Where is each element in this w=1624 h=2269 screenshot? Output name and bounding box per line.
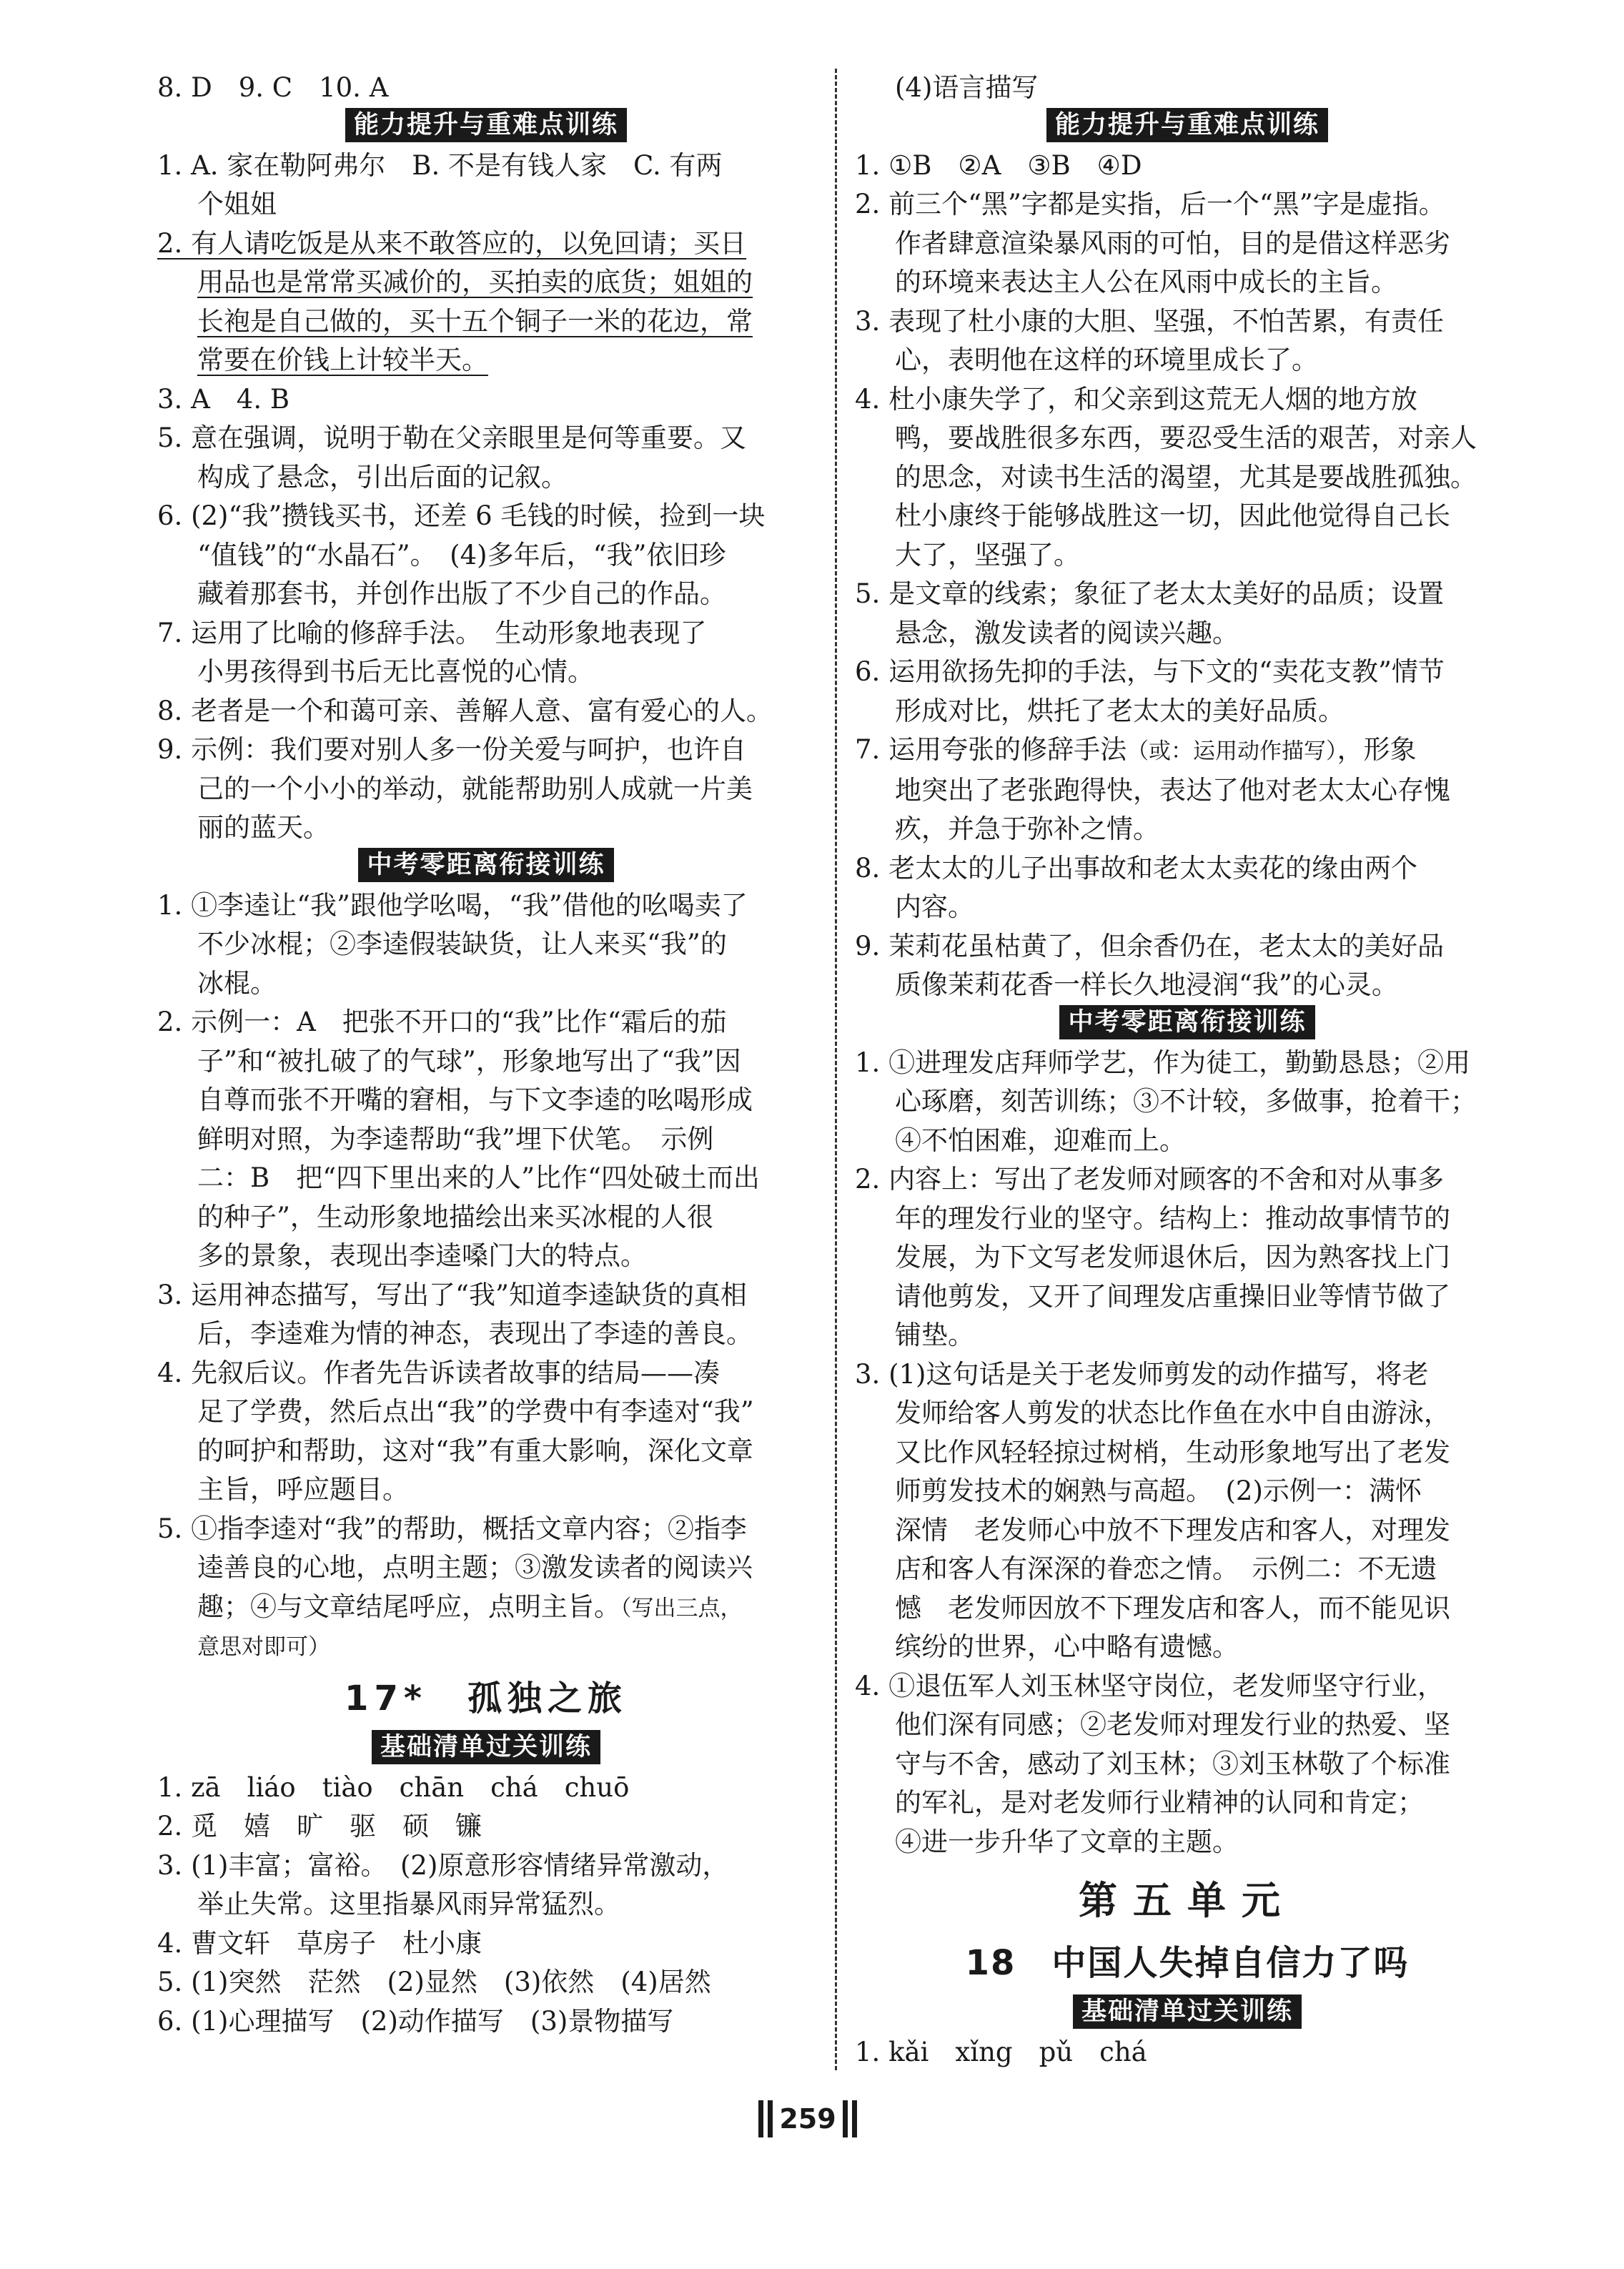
section-banner: 基础清单过关训练 (157, 1730, 815, 1769)
lesson-title: 18 中国人失掉自信力了吗 (965, 1943, 1410, 1983)
answer-line: 又比作风轻轻掠过树梢，生动形象地写出了老发 (895, 1436, 1450, 1468)
answer-line: 6. (1)心理描写 (2)动作描写 (3)景物描写 (157, 2005, 674, 2037)
column-divider (835, 69, 837, 2070)
answer-line: 3. 运用神态描写，写出了“我”知道李逵缺货的真相 (157, 1279, 747, 1310)
answer-line: 2. 前三个“黑”字都是实指，后一个“黑”字是虚指。 (855, 189, 1445, 219)
answer-line: 小男孩得到书后无比喜悦的心情。 (197, 656, 594, 687)
answer-line: 1. ①B ②A ③B ④D (855, 149, 1142, 181)
answer-line: 举止失常。这里指暴风雨异常猛烈。 (197, 1889, 620, 1919)
answer-line: 1. ①李逵让“我”跟他学吆喝，“我”借他的吆喝卖了 (157, 889, 748, 921)
answer-line: 的思念，对读书生活的渴望，尤其是要战胜孤独。 (895, 461, 1477, 493)
answer-line: 2. 内容上：写出了老发师对顾客的不舍和对从事多 (855, 1164, 1445, 1195)
section-banner: 中考零距离衔接训练 (157, 848, 815, 886)
answer-line: 的呵护和帮助，这对“我”有重大影响，深化文章 (197, 1435, 753, 1466)
answer-line: 7. 运用了比喻的修辞手法。 生动形象地表现了 (157, 617, 707, 648)
answer-line: 1. kǎi xǐng pǔ chá (855, 2037, 1147, 2067)
answer-line: 缤纷的世界，心中略有遗憾。 (895, 1631, 1239, 1662)
answer-line: 请他剪发，又开了间理发店重操旧业等情节做了 (895, 1280, 1450, 1312)
left-column (157, 69, 815, 2041)
answer-line: 4. 曹文轩 草房子 杜小康 (157, 1927, 482, 1959)
answer-line: 主旨，呼应题目。 (197, 1474, 409, 1505)
answer-line: 冰棍。 (197, 967, 277, 999)
answer-line: 1. zā liáo tiào chān chá chuō (157, 1771, 630, 1803)
answer-line: 8. 老者是一个和蔼可亲、善解人意、富有爱心的人。 (157, 695, 773, 726)
answer-line: 杜小康终于能够战胜这一切，因此他觉得自己长 (895, 500, 1450, 531)
answer-line: 2. 有人请吃饭是从来不敢答应的，以免回请；买日 (157, 227, 747, 259)
answer-line: 心琢磨，刻苦训练；③不计较，多做事，抢着干； (895, 1086, 1477, 1117)
answer-line: 憾 老发师因放不下理发店和客人，而不能见识 (895, 1592, 1450, 1623)
answer-line: 用品也是常常买减价的，买拍卖的底货；姐姐的 (197, 267, 753, 297)
answer-line: 发展，为下文写老发师退休后，因为熟客找上门 (895, 1242, 1450, 1272)
answer-line: 6. 运用欲扬先抑的手法，与下文的“卖花支教”情节 (855, 656, 1445, 687)
answer-line: 5. ①指李逵对“我”的帮助，概括文章内容；②指李 (157, 1513, 747, 1544)
answer-line: 3. 表现了杜小康的大胆、坚强，不怕苦累，有责任 (855, 305, 1445, 337)
answer-line: 悬念，激发读者的阅读兴趣。 (895, 617, 1239, 648)
answer-line: 后，李逵难为情的神态，表现出了李逵的善良。 (197, 1318, 753, 1349)
answer-line: 鸭，要战胜很多东西，要忍受生活的艰苦，对亲人 (895, 422, 1477, 453)
answer-line: 子”和“被扎破了的气球”，形象地写出了“我”因 (197, 1045, 741, 1077)
answer-line: 7. 运用夸张的修辞手法（或：运用动作描写），形象 (855, 734, 1417, 765)
answer-line: 己的一个小小的举动，就能帮助别人成就一片美 (197, 773, 753, 804)
answer-line: 5. (1)突然 茫然 (2)显然 (3)依然 (4)居然 (157, 1967, 711, 1997)
answer-line: 3. A 4. B (157, 383, 290, 415)
answer-line: 5. 意在强调，说明于勒在父亲眼里是何等重要。又 (157, 422, 747, 453)
answer-line: 8. 老太太的儿子出事故和老太太卖花的缘由两个 (855, 852, 1418, 884)
answer-line: 丽的蓝天。 (197, 812, 330, 843)
answer-line: 藏着那套书，并创作出版了不少自己的作品。 (197, 578, 726, 609)
answer-line: 个姐姐 (197, 189, 277, 219)
answer-line: 多的景象，表现出李逵嗓门大的特点。 (197, 1240, 647, 1271)
answer-line: 2. 示例一：A 把张不开口的“我”比作“霜后的茄 (157, 1007, 727, 1037)
answer-line: 疚，并急于弥补之情。 (895, 814, 1159, 844)
answer-line: 趣；④与文章结尾呼应，点明主旨。（写出三点， (197, 1591, 743, 1622)
answer-line: 4. 杜小康失学了，和父亲到这荒无人烟的地方放 (855, 383, 1418, 415)
answer-line: 发师给客人剪发的状态比作鱼在水中自由游泳， (895, 1398, 1450, 1428)
answer-line: 铺垫。 (895, 1320, 974, 1350)
answer-line: 质像茉莉花香一样长久地浸润“我”的心灵。 (895, 969, 1398, 1000)
answer-line: 大了，坚强了。 (895, 539, 1080, 570)
unit-title: 第五单元 (1079, 1878, 1296, 1923)
answer-line: 鲜明对照，为李逵帮助“我”埋下伏笔。 示例 (197, 1123, 714, 1155)
answer-line: 逵善良的心地，点明主题；③激发读者的阅读兴 (197, 1552, 753, 1583)
answer-line: 地突出了老张跑得快，表达了他对老太太心存愧 (895, 774, 1450, 806)
answer-line: 形成对比，烘托了老太太的美好品质。 (895, 695, 1345, 726)
answer-line: 店和客人有深深的眷恋之情。 示例二：不无遗 (895, 1553, 1437, 1584)
section-banner: 中考零距离衔接训练 (855, 1005, 1520, 1044)
answer-line: 意思对即可） (197, 1634, 330, 1660)
answer-line: 1. A. 家在勒阿弗尔 B. 不是有钱人家 C. 有两 (157, 149, 723, 181)
answer-line: ④不怕困难，迎难而上。 (895, 1124, 1186, 1156)
answer-line: 足了学费，然后点出“我”的学费中有李逵对“我” (197, 1396, 754, 1427)
answer-line: 深情 老发师心中放不下理发店和客人，对理发 (895, 1514, 1450, 1546)
section-banner: 基础清单过关训练 (855, 1994, 1520, 2033)
answer-line: ④进一步升华了文章的主题。 (895, 1826, 1239, 1857)
section-banner: 能力提升与重难点训练 (157, 108, 815, 147)
answer-line: “值钱”的“水晶石”。 (4)多年后，“我”依旧珍 (197, 539, 726, 570)
section-banner: 能力提升与重难点训练 (855, 108, 1520, 147)
answer-line: 9. 茉莉花虽枯黄了，但余香仍在，老太太的美好品 (855, 930, 1445, 962)
answer-line: 3. (1)丰富；富裕。 (2)原意形容情绪异常激动， (157, 1849, 729, 1881)
answer-line: (4)语言描写 (895, 72, 1039, 103)
answer-line: 自尊而张不开嘴的窘相，与下文李逵的吆喝形成 (197, 1084, 753, 1115)
answer-line: 5. 是文章的线索；象征了老太太美好的品质；设置 (855, 578, 1445, 609)
page-number: 259 (715, 2100, 901, 2143)
answer-line: 他们深有同感；②老发师对理发行业的热爱、坚 (895, 1709, 1450, 1740)
answer-line: 9. 示例：我们要对别人多一份关爱与呵护，也许自 (157, 734, 747, 765)
answer-line: 心，表明他在这样的环境里成长了。 (895, 345, 1318, 375)
answer-line: 3. (1)这句话是关于老发师剪发的动作描写，将老 (855, 1358, 1429, 1390)
answer-line: 的种子”，生动形象地描绘出来买冰棍的人很 (197, 1201, 713, 1232)
answer-line: 师剪发技术的娴熟与高超。 (2)示例一：满怀 (895, 1475, 1422, 1506)
answer-line: 不少冰棍；②李逵假装缺货，让人来买“我”的 (197, 929, 727, 959)
answer-line: 6. (2)“我”攒钱买书，还差 6 毛钱的时候，捡到一块 (157, 500, 766, 531)
answer-line: 的军礼，是对老发师行业精神的认同和肯定； (895, 1787, 1424, 1818)
answer-line: 作者肆意渲染暴风雨的可怕，目的是借这样恶劣 (895, 227, 1450, 259)
answer-line: 常要在价钱上计较半天。 (197, 345, 488, 375)
right-column (855, 69, 1520, 2072)
answer-line: 内容。 (895, 891, 974, 922)
answer-line: 年的理发行业的坚守。结构上：推动故事情节的 (895, 1202, 1450, 1234)
answer-line: 长袍是自己做的，买十五个铜子一米的花边，常 (197, 305, 753, 337)
answer-line: 构成了悬念，引出后面的记叙。 (197, 461, 568, 493)
answer-line: 守与不舍，感动了刘玉林；③刘玉林敬了个标准 (895, 1748, 1450, 1779)
lesson-title: 17* 孤独之旅 (345, 1678, 628, 1719)
answer-line: 二：B 把“四下里出来的人”比作“四处破土而出 (197, 1162, 760, 1193)
answer-line: 4. ①退伍军人刘玉林坚守岗位，老发师坚守行业， (855, 1670, 1445, 1701)
answer-line: 4. 先叙后议。作者先告诉读者故事的结局——凑 (157, 1357, 721, 1388)
answer-line: 8. D 9. C 10. A (157, 72, 389, 103)
answer-line: 1. ①进理发店拜师学艺，作为徒工，勤勤恳恳；②用 (855, 1047, 1471, 1078)
answer-line: 2. 觅 嬉 旷 驱 硕 镰 (157, 1811, 482, 1842)
answer-line: 的环境来表达主人公在风雨中成长的主旨。 (895, 267, 1397, 297)
